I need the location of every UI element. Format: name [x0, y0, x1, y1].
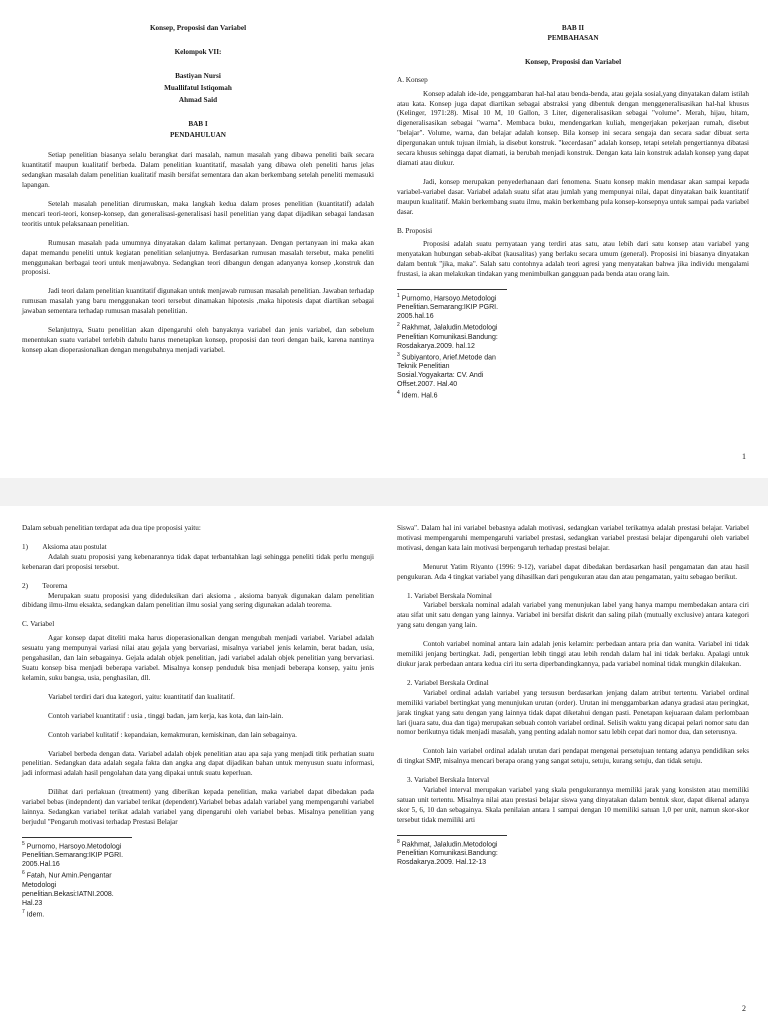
paragraph: Jadi, konsep merupakan penyederhanaan dari fenomena. Suatu konsep makin mendasar akan sampai kepada variabel-variabel dasar. Variabel adalah suatu sifat atau jumlah yang mempunyai nilai, dapat dinyatakan baik kuantitatif maupun kualitatif. Makin berkembang suatu ilmu, makin berkembang pula konsep-konsepnya untuk sampai pada variabel dasar. [397, 177, 749, 216]
paragraph: Variabel berskala nominal adalah variabel yang menunjukan label yang hanya mampu membedakan antara ciri atau sifat unit satu dengan yang lainnya. Variabel ini bersifat diskrit dan saling pilah (mutually exclusive) antara kategori yang satu dengan yang lain. [397, 601, 749, 630]
subsection-heading: 2. Variabel Berskala Ordinal [407, 678, 489, 687]
section-subtitle: Konsep, Proposisi dan Variabel [524, 57, 622, 66]
paragraph: Selanjutnya, Suatu penelitian akan dipengaruhi oleh banyaknya variabel dan jenis variabel, dan sebelum menentukan suatu variabel terlebih dahulu harus menetapkan konsep, proposisi dan teori dengan baik, karena nantinya konsep akan dioperasionalkan dengan mengubahnya menjadi variabel. [22, 326, 374, 354]
list-item: 2) Teorema [22, 581, 68, 590]
footnotes [22, 837, 132, 919]
author-name: Muallifatul Istiqomah [164, 83, 232, 92]
page2-right-column [397, 524, 749, 867]
title-block [22, 24, 374, 141]
paragraph: Konsep adalah ide-ide, penggambaran hal-hal atau benda-benda, atau gejala sosial,yang dinyatakan dalam istilah atau kata. Konsep juga dapat diartikan sebagai abstraksi yang dibentuk dengan menggeneralisasikan hal-hal khusus (Kelinger, 1971:28). Misal 10 M, 10 Gallon, 3 Liter, digeneralisasikan sebagai "volume". Merah, hijau, hitam, digeneralisasikan sebagai "warna". Membaca buku, mendengarkan kuliah, mengerjakan pekerjaan rumah, disebut "belajar". Volume, warna, dan belajar adalah konsep. Bila konsep ini secara sengaja dan secara sadar dibuat serta dipergunakan untuk tujuan ilmiah, ia disebut konstruk. "kecerdasan" adalah konsep, tetapi setelah pengertiannya dibatasi secara khusus sehingga dapat diamati, ia berubah menjadi konstruk. Dengan kata lain konstruk adalah konsep yang dapat diamati atau diukur. [397, 89, 749, 167]
paragraph: Dilihat dari perlakuan (treatment) yang diberikan kepada penelitian, maka variabel dapat dibedakan pada variabel bebas (indepndent) dan variabel terikat (dependent).Variabel bebas adalah variabel yang mempengaruhi variabel lainnya. Sedangkan variabel terikat adalah variabel yang dipengaruhi oleh variabel bebas. Misalnya penelitian yang berjudul "Pengaruh motivasi terhadap Prestasi Belajar [22, 788, 374, 826]
paragraph: Setiap penelitian biasanya selalu berangkat dari masalah, namun masalah yang dibawa peneliti baik secara kuantitatif maupun kualitatif berbeda. Dalam penelitian kuantitatif, masalah yang dibawa oleh peneliti harus jelas sedangkan masalah dalam penelitian kualitatif masih bersifat sementara dan akan berkembang setelah peneliti memasuki lapangan. [22, 151, 374, 190]
paragraph: Dalam sebuah penelitian terdapat ada dua tipe proposisi yaitu: [22, 524, 201, 532]
chapter-title: PENDAHULUAN [170, 131, 226, 140]
document-page-2 [0, 506, 768, 1024]
paragraph: Contoh variabel kulitatif : kepandaian, kemakmuran, kemiskinan, dan lain sebagainya. [48, 730, 297, 739]
paragraph: Agar konsep dapat diteliti maka harus dioperasionalkan dengan mengubah menjadi variabel. Variabel adalah sesuatu yang mempunyai variasi nilai atau gejala yang bervariasi, misalnya variabel jenis kelamin, berat badan, usia, pengahasilan, dan lain sebagainya. Gejala adalah objek penelitian, jadi variabel adalah objek penelitian yang bervariasi. Suatu konsep bisa menjadi beberapa variabel. Misalnya konsep penduduk bisa menjadi beberapa konsep, yaitu jenis kelamin, suku bangsa, usia, penghasilan, dll. [22, 634, 374, 682]
paragraph: Contoh variabel kuantitatif : usia , tinggi badan, jam kerja, kas kota, dan lain-lain. [48, 711, 284, 720]
paragraph: Contoh variabel nominal antara lain adalah jenis kelamin: perbedaan antara pria dan wanita. Variabel ini tidak memiliki jenjang bertingkat. Jadi, pengertian lebih tinggi atau lebih rendah dalam hal ini tidak berlaku. Apalagi untuk diukur jarak perbedaan antara kedua ciri itu serta diperbandingkannya, pada variabel nominal tidak mungkin dilakukan. [397, 640, 749, 668]
paragraph: Merupakan suatu proposisi yang dideduksikan dari aksioma , aksioma banyak digunakan dalam penelitian dibidang ilmu-ilmu eksakta, sedangkan dalam penelitian ilmu sosial yang sering digunakan adalah teorema. [22, 591, 374, 610]
footnote: $^4$ Idem. Hal.6 [397, 390, 438, 400]
section-heading: A. Konsep [397, 75, 428, 84]
paragraph: Variabel terdiri dari dua kategori, yaitu: kuantitatif dan kualitatif. [48, 692, 235, 701]
subsection-heading: 1. Variabel Berskala Nominal [407, 591, 492, 600]
footnote: $^7$ Idem. [22, 908, 45, 918]
chapter-label: BAB I [188, 119, 208, 128]
paragraph: Menurut Yatim Riyanto (1996: 9-12), variabel dapat dibedakan berdasarkan hasil pengamatan dan atau hasil pengukuran. Ada 4 tingkat variabel yang dihasilkan dari pengukuran atau dan atau pengamatan, yaitu sebagao berikut. [397, 562, 749, 581]
group-label: Kelompok VII: [174, 47, 222, 56]
subsection-heading: 3. Variabel Berskala Interval [407, 776, 490, 785]
paragraph: Variabel interval merupakan variabel yang skala pengukurannya memiliki jarak yang konsisten atau memiliki satuan unit tertentu. Misalnya nilai atau prestasi belajar siswa yang dinyatakan dalam bentuk skor, dapat dikenal adanya skor 5, 6, 10 dan sebagainya. Skala penilaian antara 1 sampai dengan 10 memiliki satuan 1,0 per unit, namun skor-skor tersebut tidak memiliki arti [397, 786, 749, 824]
page-number: 1 [742, 452, 746, 461]
paragraph: Rumusan masalah pada umumnya dinyatakan dalam kalimat pertanyaan. Dengan pertanyaan ini maka akan dapat memandu peneliti untuk kegiatan penelitian selanjutnya. Berdasarkan rumusan masalah tersebut, maka peneliti menggunakan berbagai teori untuk menjawabnya. Sedangkan teori dibangun dengan adanyanya konsep ,konstruk dan proposisi. [22, 238, 374, 277]
paragraph: Proposisi adalah suatu pernyataan yang terdiri atas satu, atau lebih dari satu konsep atau variabel yang menyatakan hubungan sebab-akibat (kausalitas) yang berlaku secara umum (general). Proposisi ini biasanya dinyatakan dalam bentuk "jika, maka". Salah satu contohnya adalah teori agresi yang menyatakan bahwa jika individu mengalami frustasi, ia akan melakukan tindakan yang menimbulkan gangguan pada benda atau orang lain. [397, 240, 749, 279]
footnote: $^1$ Purnomo, Harsoyo.Metodologi Penelitian.Semarang:IKIP PGRI. 2005.hal.16 [397, 293, 499, 321]
page2-left-column [22, 524, 374, 919]
document-title: Konsep, Proposisi dan Variabel [149, 24, 247, 32]
page1-left-column [22, 24, 374, 365]
page-number: 2 [742, 1004, 746, 1013]
list-item: 1) Aksioma atau postulat [22, 542, 107, 551]
paragraph: Adalah suatu proposisi yang kebenarannya tidak dapat terbantahkan lagi sehingga peneliti tidak perlu menguji kebenaran dari proposisi tersebut. [22, 552, 374, 571]
chapter-title: PEMBAHASAN [547, 33, 599, 42]
paragraph: Jadi teori dalam penelitian kuantitatif digunakan untuk menjawab rumusan masalah penelitian. Jawaban terhadap rumusan masalah yang baru menggunakan teori tersebut dinamakan hipotesis ,maka hipotesis dapat diartikan sebagai jawaban sementara terhadap rumusan masalah penelitian. [22, 287, 374, 316]
footnotes [397, 835, 507, 867]
footnote: $^3$ Subiyantoro, Arief.Metode dan Teknik Penelitian Sosial.Yogyakarta: CV. Andi Offset.2007. Hal.40 [397, 351, 496, 389]
author-name: Bastiyan Nursi [175, 71, 221, 80]
footnote: $^2$ Rakhmat, Jalaludin.Metodologi Penelitian Komunikasi.Bandung: Rosdakarya.2009. hal.12 [397, 322, 498, 350]
section-heading: C. Variabel [22, 620, 55, 629]
chapter-label: BAB II [561, 24, 585, 32]
paragraph: Siswa". Dalam hal ini variabel bebasnya adalah motivasi, sedangkan variabel terikatnya adalah prestasi belajar. Variabel motivasi mempengaruhi mempengaruhi variabel prestasi, sedangkan variabel prestasi belajar dipengaruhi oleh variabel motivasi, dengan kata lain motivasi berpengaruh terhadap prestasi belajar. [397, 524, 749, 552]
paragraph: Variabel ordinal adalah variabel yang tersusun berdasarkan jenjang dalam atribut tertentu. Variabel ordinal memiliki variabel bertingkat yang menunjukan urutan (order). Urutan ini menggambarkan adanya gradasi atau peringkat, jarak tingkat yang satu dengan yang lainnya tidak dapat diketahui dengan pasti. Penetapan kejuaraan dalam perlombaan lari (juara satu, dua dan tiga) merupakan sebuah contoh variabel ordinal. Selisih waktu yang dicapai pelari nomor satu dan nomor berikutnya tidak menjadi masalah, yang penting adalah nomor satu lebih cepat dari nomor dua, dan seterusnya. [397, 688, 749, 737]
paragraph: Contoh lain variabel ordinal adalah urutan dari pendapat mengenai persetujuan tentang adanya pendidikan seks di tingkat SMP, misalnya mencari berapa orang yang sangat setuju, setuju, kurang setuju, dan tidak setuju. [397, 747, 749, 766]
document-page-1 [0, 0, 768, 478]
footnote: $^5$ Purnomo, Harsoyo.Metodologi Penelitian.Semarang:IKIP PGRI. 2005.Hal.16 [22, 840, 124, 869]
footnote: $^8$ Rakhmat, Jalaludin.Metodologi Penelitian Komunikasi.Bandung: Rosdakarya.2009. Hal.12-13 [397, 838, 498, 866]
section-heading: B. Proposisi [397, 226, 433, 235]
paragraph: Setelah masalah penelitian dirumuskan, maka langkah kedua dalam proses penelitian (kuantitatif) adalah mencari teori-teori, konsep-konsep, dan generalisasi-generalisasi hasil penelitian yang dapat dijadikan sebagai landasan teoritis untuk pelaksanaan penelitian. [22, 199, 374, 228]
footnotes [397, 289, 507, 400]
page1-right-column [397, 24, 749, 400]
footnote: $^6$ Fatah, Nur Amin.Pengantar Metodologi penelitian.Bekasi:IATNI.2008. Hal.23 [22, 870, 114, 907]
paragraph: Variabel berbeda dengan data. Variabel adalah objek penelitian atau apa saja yang menjadi titik perhatian suatu penelitian. Sedangkan data adalah segala fakta dan angka ang dapat dijadikan bahan untuk menyusun suatu informasi, jadi informasi adalah hasil pengolahan data yang dipakai untuk suatu keperluan. [22, 749, 374, 778]
author-name: Ahmad Said [178, 95, 218, 104]
